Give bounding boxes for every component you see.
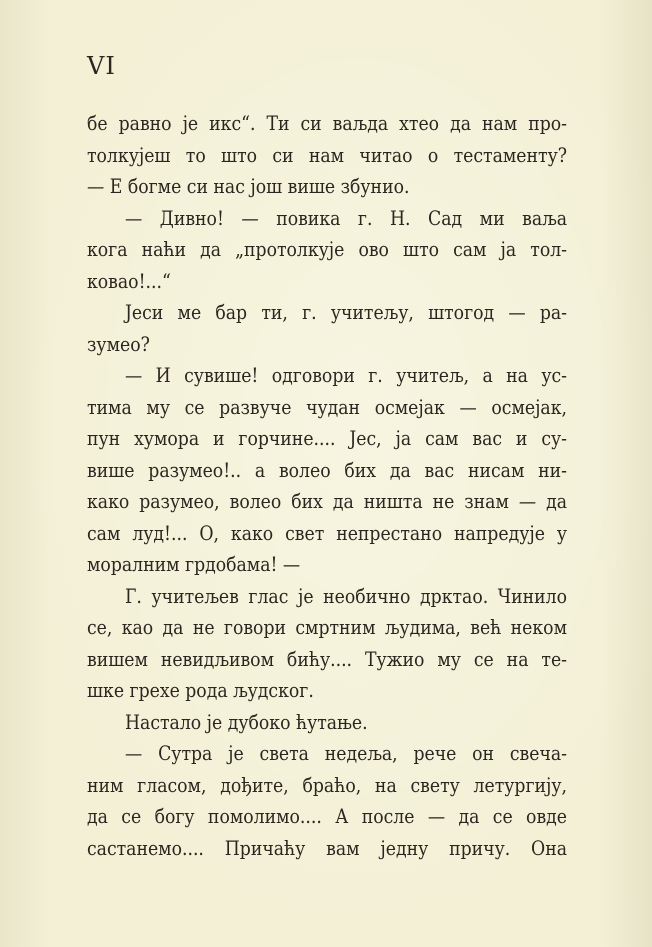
text-line: кога наћи да „протолкује ово што сам ја тол- bbox=[87, 238, 567, 261]
text-line: — И сувише! одговори г. учитељ, а на ус- bbox=[125, 364, 567, 387]
text-line: — Е богме си нас још више збунио. bbox=[87, 175, 410, 198]
text-line: ковао!...“ bbox=[87, 269, 171, 293]
text-line: да се богу помолимо.... А после — да се овде bbox=[87, 805, 567, 828]
text-line: сам луд!... О, како свет непрестано напредује у bbox=[87, 521, 567, 545]
text-line: — Дивно! — повика г. Н. Сад ми ваља bbox=[125, 206, 567, 230]
page-number: VI bbox=[87, 52, 116, 80]
text-line: састанемо.... Причаћу вам једну причу. Она bbox=[87, 836, 567, 860]
text-line: Г. учитељев глас је необично дрктао. Чинило bbox=[125, 584, 567, 608]
body-text bbox=[87, 108, 567, 864]
text-line: Јеси ме бар ти, г. учитељу, штогод — ра- bbox=[125, 301, 567, 324]
text-line: — Сутра је света недеља, рече он свеча- bbox=[125, 742, 567, 765]
text-line: шке грехе рода људског. bbox=[87, 679, 314, 702]
text-line: тима му се развуче чудан осмејак — осмејак, bbox=[87, 395, 567, 419]
text-line: толкујеш то што си нам читао о тестаменту? bbox=[87, 143, 567, 167]
text-line: како разумео, волео бих да ништа не знам — да bbox=[87, 490, 567, 513]
text-line: ним гласом, дођите, браћо, на свету летургију, bbox=[87, 773, 567, 797]
text-line: вишем невидљивом бићу.... Тужио му се на те- bbox=[87, 647, 567, 671]
text-line: моралним грдобама! — bbox=[87, 553, 301, 576]
text-line: зумео? bbox=[87, 332, 150, 356]
text-line: бе равно је икс“. Ти си ваљда хтео да нам про- bbox=[87, 112, 567, 135]
text-line: пун хумора и горчине.... Јес, ја сам вас и су- bbox=[87, 427, 567, 450]
text-line: се, као да не говори смртним људима, већ неком bbox=[87, 616, 567, 639]
text-line: више разумео!.. а волео бих да вас нисам ни- bbox=[87, 458, 567, 482]
text-line: Настало је дубоко ћутање. bbox=[125, 710, 368, 734]
